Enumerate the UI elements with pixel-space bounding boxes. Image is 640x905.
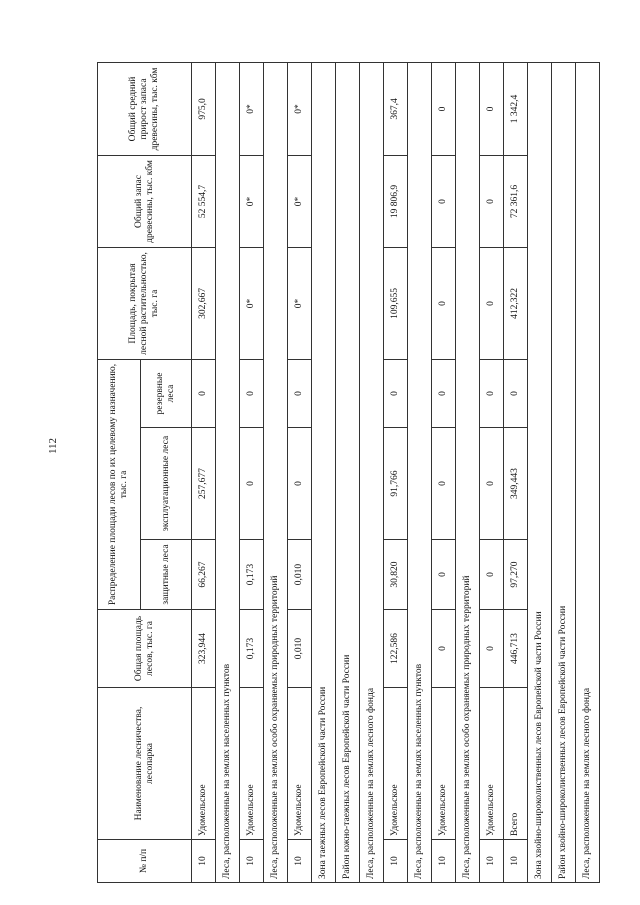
section-row [312,62,336,882]
table-row [240,62,264,882]
name-cell: Удомельское [432,688,456,840]
table-row [432,62,456,882]
header-num: № п/п [98,840,192,883]
header-covered-area: Площадь, покрытая лесной растительностью, тыс. га [98,247,192,359]
total-stock-cell: 0* [240,155,264,247]
total-stock-cell: 19 806,9 [384,155,408,247]
section-row [216,62,240,882]
reserve-cell: 0 [384,359,408,427]
table-row [384,62,408,882]
table-row [480,62,504,882]
reserve-cell: 0 [240,359,264,427]
rotated-table-wrapper [97,63,609,883]
name-cell: Удомельское [192,688,216,840]
name-cell: Удомельское [480,688,504,840]
section-title: Район хвойно-широколиственных лесов Европейской части России [552,62,576,882]
total-area-cell: 323,944 [192,610,216,688]
section-title: Леса, расположенные на землях населенных пунктов [408,62,432,882]
table-body [192,62,600,882]
forest-area-table [97,62,600,883]
section-title: Леса, расположенные на землях лесного фонда [360,62,384,882]
name-cell: Удомельское [288,688,312,840]
reserve-cell: 0 [480,359,504,427]
section-row [456,62,480,882]
protective-cell: 30,820 [384,540,408,610]
avg-growth-cell: 0 [480,62,504,155]
total-area-cell: 0,173 [240,610,264,688]
header-distribution: Распределение площади лесов по их целевому назначению, тыс. га [98,359,141,609]
covered-area-cell: 0* [288,247,312,359]
total-stock-cell: 0 [432,155,456,247]
section-title: Леса, расположенные на землях особо охраняемых природных территорий [264,62,288,882]
table-row [192,62,216,882]
total-area-cell: 0 [480,610,504,688]
num-cell: 10 [288,840,312,883]
header-exploitation: эксплуатационные леса [141,428,192,540]
total-stock-cell: 0* [288,155,312,247]
header-total-stock: Общий запас древесины, тыс. кбм [98,155,192,247]
section-title: Леса, расположенные на землях особо охраняемых природных территорий [456,62,480,882]
exploitation-cell: 0 [288,428,312,540]
section-title: Зона хвойно-широколиственных лесов Европейской части России [528,62,552,882]
table-row [288,62,312,882]
reserve-cell: 0 [432,359,456,427]
section-title: Леса, расположенные на землях населенных пунктов [216,62,240,882]
page-number: 112 [47,437,59,455]
total-area-cell: 122,586 [384,610,408,688]
num-cell: 10 [384,840,408,883]
exploitation-cell: 257,677 [192,428,216,540]
table-header [98,62,192,882]
protective-cell: 97,270 [504,540,528,610]
covered-area-cell: 0 [480,247,504,359]
section-title: Район южно-таежных лесов Европейской части России [336,62,360,882]
section-row [552,62,576,882]
name-cell: Удомельское [240,688,264,840]
protective-cell: 0,173 [240,540,264,610]
num-cell: 10 [432,840,456,883]
total-area-cell: 0,010 [288,610,312,688]
protective-cell: 0 [432,540,456,610]
reserve-cell: 0 [192,359,216,427]
num-cell: 10 [480,840,504,883]
section-row [408,62,432,882]
table-row [504,62,528,882]
avg-growth-cell: 0* [240,62,264,155]
reserve-cell: 0 [288,359,312,427]
section-row [360,62,384,882]
num-cell: 10 [192,840,216,883]
section-row [336,62,360,882]
name-cell: Удомельское [384,688,408,840]
covered-area-cell: 0* [240,247,264,359]
num-cell: 10 [240,840,264,883]
covered-area-cell: 0 [432,247,456,359]
header-name: Наименование лесничества, лесопарка [98,688,192,840]
header-protective: защитные леса [141,540,192,610]
protective-cell: 0 [480,540,504,610]
exploitation-cell: 0 [240,428,264,540]
section-row [264,62,288,882]
total-stock-cell: 0 [480,155,504,247]
covered-area-cell: 412,322 [504,247,528,359]
num-cell: 10 [504,840,528,883]
total-stock-cell: 72 361,6 [504,155,528,247]
avg-growth-cell: 975,0 [192,62,216,155]
reserve-cell: 0 [504,359,528,427]
section-row [576,62,600,882]
header-total-area: Общая площадь лесов, тыс. га [98,610,192,688]
avg-growth-cell: 0 [432,62,456,155]
avg-growth-cell: 1 342,4 [504,62,528,155]
covered-area-cell: 109,655 [384,247,408,359]
exploitation-cell: 0 [480,428,504,540]
exploitation-cell: 349,443 [504,428,528,540]
name-cell: Всего [504,688,528,840]
exploitation-cell: 91,766 [384,428,408,540]
covered-area-cell: 302,667 [192,247,216,359]
exploitation-cell: 0 [432,428,456,540]
protective-cell: 0,010 [288,540,312,610]
avg-growth-cell: 0* [288,62,312,155]
total-area-cell: 0 [432,610,456,688]
header-reserve: резервные леса [141,359,192,427]
total-area-cell: 446,713 [504,610,528,688]
protective-cell: 66,267 [192,540,216,610]
section-title: Леса, расположенные на землях лесного фонда [576,62,600,882]
section-title: Зона таежных лесов Европейской части России [312,62,336,882]
avg-growth-cell: 367,4 [384,62,408,155]
header-avg-growth: Общий средний прирост запаса древесины, тыс. кбм [98,62,192,155]
section-row [528,62,552,882]
total-stock-cell: 52 554,7 [192,155,216,247]
